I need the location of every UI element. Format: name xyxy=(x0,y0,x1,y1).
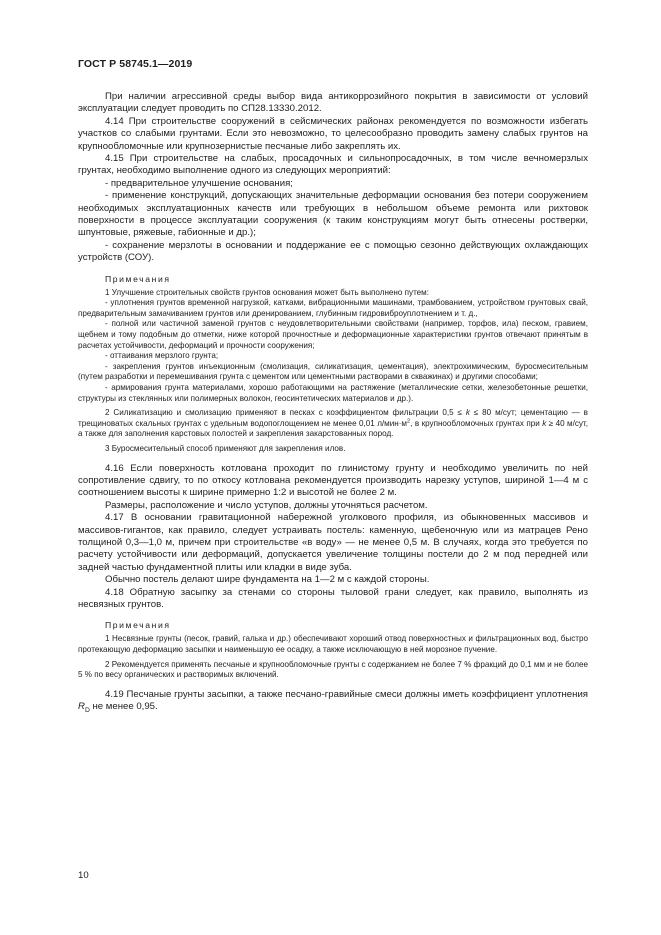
notes-title: Примечания xyxy=(105,273,171,284)
paragraph-4-17: 4.17 В основании гравитационной набережной уголкового профиля, из обыкновенных массивов и массивов-гигантов, как правило, следует устраивать постель: каменную, щебеночную или из матрацев Рено толщиной 0,3—1,0 м, причем при строительстве «в воду» — не менее 0,5 м. В случаях, когда это требуется по расчету устойчивости или деформаций, допускается увеличение толщины постели до 2 м под передней или задней частью фундаментной плиты или кладки в виде зуба. xyxy=(78,512,588,573)
note-item-2: 2 Силикатизацию и смолизацию применяют в песках с коэффициентом фильтрации 0,5 ≤ k ≤ 80 м/сут; цементацию — в трещиноватых скальных грунтах с удельным водопоглощением не менее 0,01 $л/мин\cdot м^2$, в крупнообломочных грунтах при k ≥ 40 м/сут, а также для заполнения карстовых полостей и закрепления закарстованных пород. xyxy=(78,408,588,439)
document-header: ГОСТ Р 58745.1—2019 xyxy=(78,58,193,70)
paragraph-4-15: 4.15 При строительстве на слабых, просадочных и сильнопросадочных, в том числе вечномерзлых грунтах, необходимо выполнение одного из следующих мероприятий: xyxy=(78,153,588,177)
notes-title: Примечания xyxy=(105,620,171,631)
paragraph: Размеры, расположение и число уступов, должны уточняться расчетом. xyxy=(105,499,428,511)
note-item-3: 3 Буросмесительный способ применяют для закрепления илов. xyxy=(105,444,346,453)
paragraph-4-19: 4.19 Песчаные грунты засыпки, а также песчано-гравийные смеси должны иметь коэффициент уплотнения $R_D$ не менее 0,95. xyxy=(78,688,588,715)
paragraph-4-14: 4.14 При строительстве сооружений в сейсмических районах рекомендуется по возможности избегать участков со слабыми грунтами. Если это невозможно, то целесообразно проводить замену слабых грунтов на крупнообломочные или крупнозернистые песчаные либо закреплять их. xyxy=(78,115,588,152)
list-item: - сохранение мерзлоты в основании и поддержание ее с помощью сезонно действующих охлаждающих устройств (СОУ). xyxy=(78,239,588,264)
note-item: 2 Рекомендуется применять песчаные и крупнообломочные грунты с содержанием не более 7 % фракций до 0,1 мм и не более 5 % по весу органических и растворимых включений. xyxy=(78,659,588,680)
paragraph: Обычно постель делают шире фундамента на 1—2 м с каждой стороны. xyxy=(105,574,430,586)
note-item: - полной или частичной заменой грунтов с неудовлетворительными свойствами (например, торфов, ила) песком, гравием, щебнем и тому подобным до отметки, ниже которой прочностные и деформационные характеристики грунтов отвечают принятым в расчетах устойчивости, деформаций и прочности сооружения; xyxy=(78,319,588,350)
note-item: - закрепления грунтов инъекционным (смолизация, силикатизация, цементация), электрохимическим, буросмесительным (путем разработки и перемешивания грунта с цементом или цементными растворами в скважинах) и другими способами; xyxy=(78,361,588,382)
paragraph-4-18: 4.18 Обратную засыпку за стенами со стороны тыловой грани следует, как правило, выполнять из несвязных грунтов. xyxy=(78,586,588,611)
note-item: - оттаивания мерзлого грунта; xyxy=(105,351,219,361)
list-item: - предварительное улучшение основания; xyxy=(105,177,293,189)
note-item: 1 Улучшение строительных свойств грунтов основания может быть выполнено путем: xyxy=(105,287,429,297)
paragraph-4-16: 4.16 Если поверхность котлована проходит по глинистому грунту и необходимо увеличить по ней сопротивление сдвигу, то по откосу котлована рекомендуется производить нарезку уступов, шириной 1—4 м с соотношением высоты к ширине примерно 1:2 и высотой не более 2 м. xyxy=(78,462,588,499)
page-number: 10 xyxy=(78,870,89,881)
note-item: - уплотнения грунтов временной нагрузкой, катками, вибрационными машинами, трамбованием, устройством грунтовых свай, предварительным замачиванием грунтов или дренированием, глубинным гидровиброуплотнением и т. д., xyxy=(78,298,588,318)
note-item: 1 Несвязные грунты (песок, гравий, галька и др.) обеспечивают хороший отвод поверхностных и фильтрационных вод, быстро протекающую деформацию засыпки и наименьшую ее осадку, а также исключающую в ней морозное пучение. xyxy=(78,634,588,655)
note-item: - армирования грунта материалами, хорошо работающими на растяжение (металлические сетки, железобетонные решетки, структуры из стеклянных или полимерных волокон, геосинтетических материалов и др.). xyxy=(78,383,588,403)
paragraph: При наличии агрессивной среды выбор вида антикоррозийного покрытия в зависимости от условий эксплуатации следует проводить по СП28.13330.2012. xyxy=(78,91,588,115)
list-item: - применение конструкций, допускающих значительные деформации основания без потери сооружением необходимых эксплуатационных качеств или требующих в небольшом объеме ремонта или рихтовок поверхности в процессе эксплуатации сооружения (к таким конструкциям могут быть отнесены ростверки, шпунтовые, ряжевые, габионные и др.); xyxy=(78,190,588,239)
document-body xyxy=(78,91,588,714)
